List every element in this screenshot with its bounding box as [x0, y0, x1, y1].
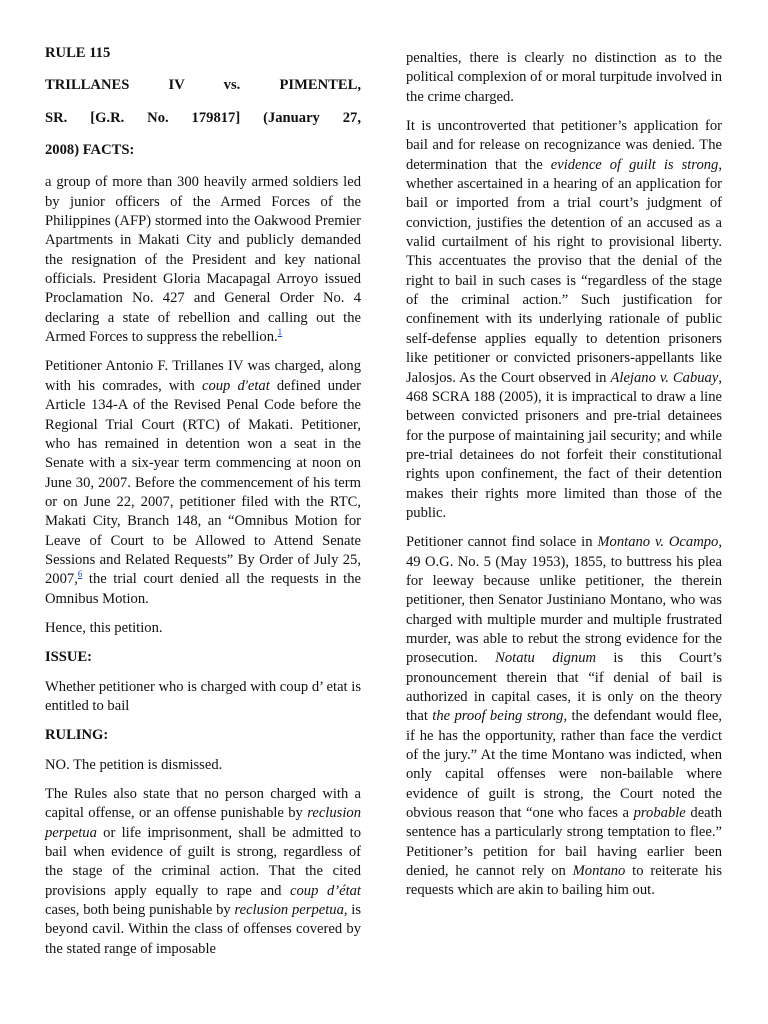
case-title-line-1: TRILLANES IV vs. PIMENTEL,: [45, 77, 361, 94]
charge-paragraph: Petitioner Antonio F. Trillanes IV was charged, along with his comrades, with coup d'etat defined under Article 134-A of the Revised Penal Code before the Regional Trial Court (RTC) of Makati. Petitioner, who has remained in detention won a seat in the Senate with a six-year term commencing at noon on June 30, 2007. Before the commencement of his term or on June 22, 2007, petitioner filed with the RTC, Makati City, Branch 148, an “Omnibus Motion for Leave of Court to be Allowed to Attend Senate Sessions and Related Requests” By Order of July 25, 2007,$^6$ the trial court denied all the requests in the Omnibus Motion.: [45, 358, 361, 607]
left-column: [45, 44, 361, 969]
case-title-line-2: SR. [G.R. No. 179817] (January 27,: [45, 109, 361, 126]
uncontroverted-paragraph: It is uncontroverted that petitioner’s application for bail and for release on recognizance was denied. The determination that the evidence of guilt is strong, whether ascertained in a hearing of an application for bail or imported from a trial court’s judgment of conviction, justifies the detention of an accused as a valid curtailment of his right to provisional liberty. This accentuates the proviso that the denial of the right to bail in such cases is “regardless of the stage of the criminal action.” Such justification for confinement with its underlying rationale of public self-defense applies equally to detention prisoners like petitioner or convicted prisoners-appellants like Jalosjos. As the Court observed in Alejano v. Cabuay, 468 SCRA 188 (2005), it is impractical to draw a line between convicted prisoners and pre-trial detainees for the purpose of maintaining jail security; and while pre-trial detainees do not forfeit their constitutional rights upon confinement, the fact of their detention makes their rights more limited than those of the public.: [406, 118, 722, 521]
ruling-text: NO. The petition is dismissed.: [45, 756, 223, 773]
issue-text: Whether petitioner who is charged with coup d’ etat is entitled to bail: [45, 678, 361, 714]
ruling-heading: RULING:: [45, 727, 109, 744]
footnote-link-6[interactable]: 6: [77, 569, 83, 580]
footnote-link-1[interactable]: 1: [277, 327, 283, 338]
montano-paragraph: Petitioner cannot find solace in Montano v. Ocampo, 49 O.G. No. 5 (May 1953), 1855, to buttress his plea for leeway because unlike petitioner, the therein petitioner, then Senator Justiniano Montano, who was charged with multiple murder and multiple frustrated murder, was able to rebut the strong evidence for the prosecution. Notatu dignum is this Court’s pronouncement therein that “if denial of bail is authorized in capital cases, it is only on the theory that the proof being strong, the defendant would flee, if he has the opportunity, rather than face the verdict of the jury.” At the time Montano was indicted, when only capital offenses were non-bailable where evidence of guilt is strong, the Court noted the obvious reason that “one who faces a probable death sentence has a particularly strong temptation to flee.” Petitioner’s petition for bail having earlier been denied, he cannot rely on Montano to reiterate his requests which are akin to bailing him out.: [406, 534, 722, 899]
rules-paragraph: The Rules also state that no person charged with a capital offense, or an offense punishable by reclusion perpetua or life imprisonment, shall be admitted to bail when evidence of guilt is strong, regardless of the stage of the criminal action. That the cited provisions apply equally to rape and coup d’état cases, both being punishable by reclusion perpetua, is beyond cavil. Within the class of offenses covered by the stated range of imposable: [45, 786, 362, 957]
facts-paragraph: a group of more than 300 heavily armed soldiers led by junior officers of the Armed Forces of the Philippines (AFP) stormed into the Oakwood Premier Apartments in Makati City and publicly demanded the resignation of the President and key national officials. President Gloria Macapagal Arroyo issued Proclamation No. 427 and General Order No. 4 declaring a state of rebellion and calling out the Armed Forces to suppress the rebellion.$^1$: [45, 174, 361, 346]
right-column: [406, 49, 722, 911]
rule-heading: RULE 115: [45, 45, 111, 61]
hence-paragraph: Hence, this petition.: [45, 619, 163, 636]
penalties-paragraph: penalties, there is clearly no distinction as to the political complexion of or moral turpitude involved in the crime charged.: [406, 50, 722, 105]
case-title-line-3: 2008) FACTS:: [45, 142, 135, 159]
issue-heading: ISSUE:: [45, 649, 93, 666]
